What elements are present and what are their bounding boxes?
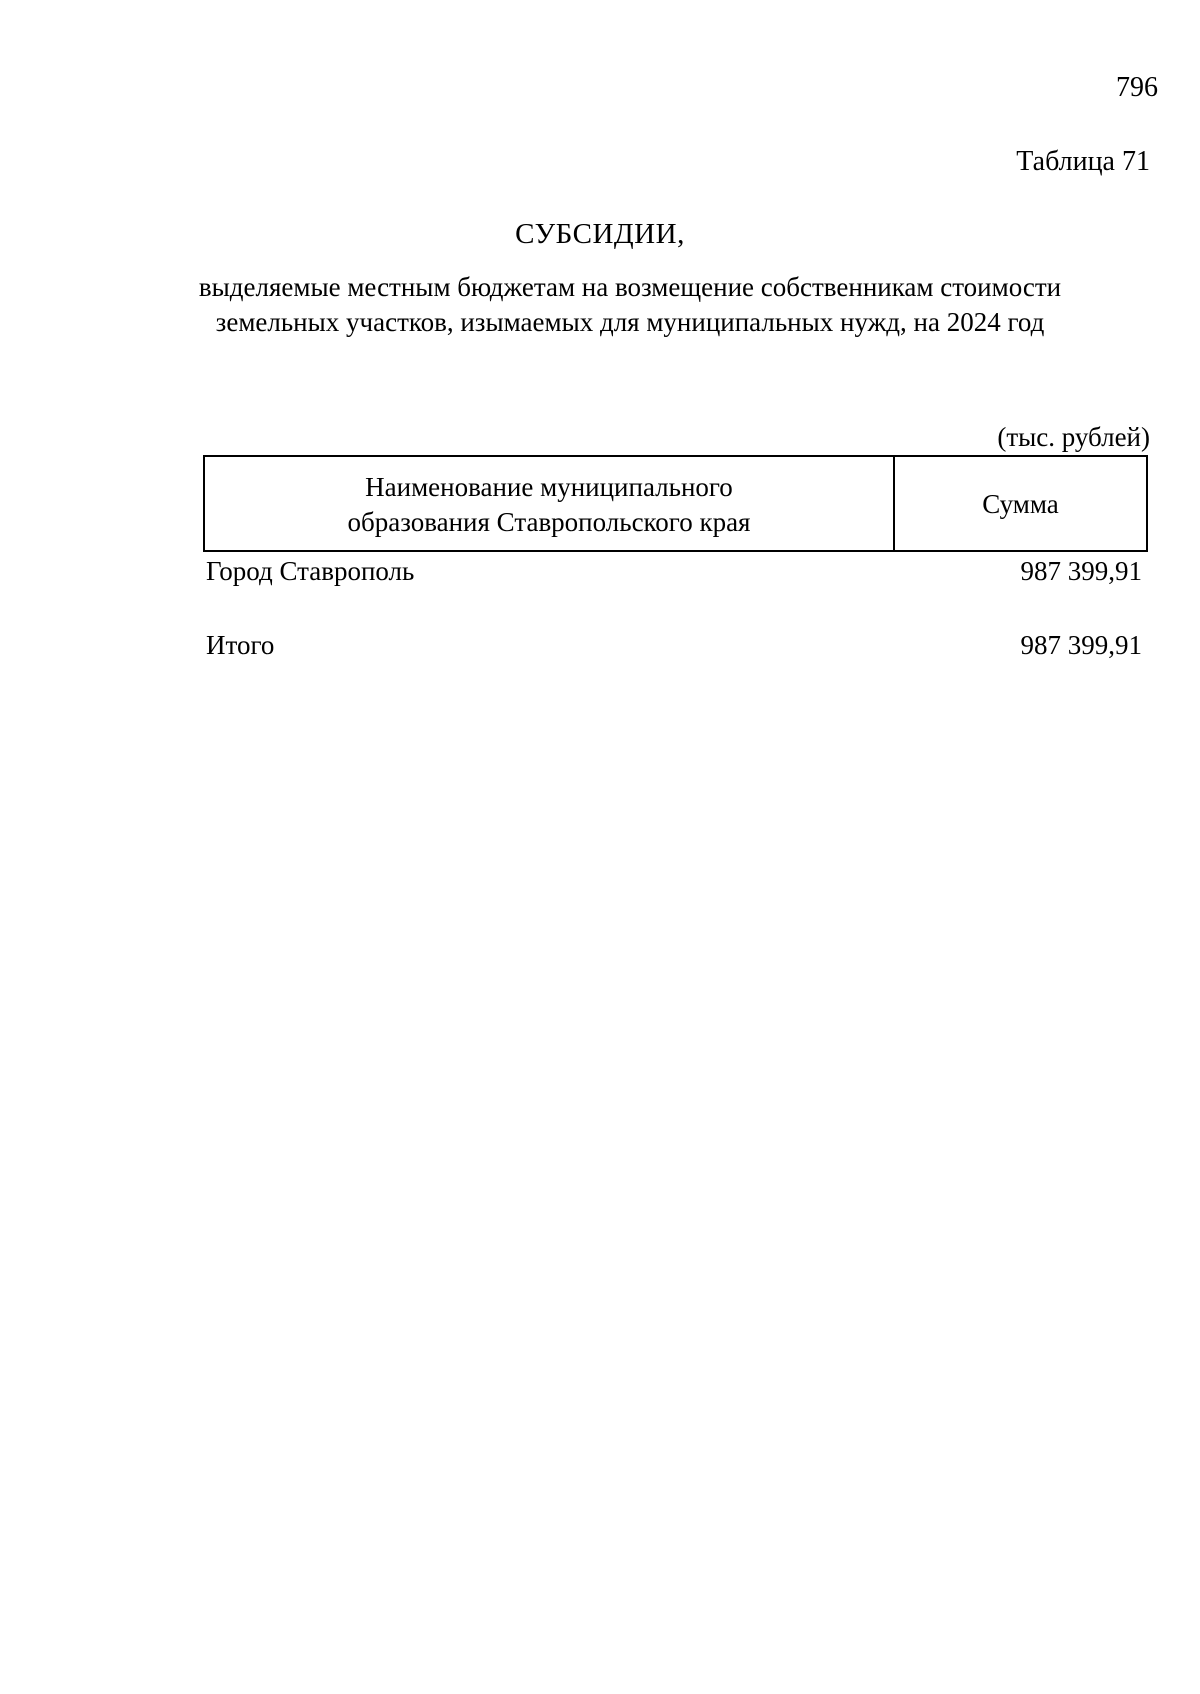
table-row bbox=[206, 555, 1142, 587]
units-label: (тыс. рублей) bbox=[997, 422, 1150, 452]
subtitle-line-2: земельных участков, изымаемых для муниципальных нужд, на 2024 год bbox=[215, 307, 1045, 337]
table-total-row bbox=[206, 629, 1142, 661]
header-name-line-2: образования Ставропольского края bbox=[347, 506, 751, 537]
row-sum: 987 399,91 bbox=[1020, 556, 1142, 586]
total-label: Итого bbox=[206, 630, 275, 660]
total-sum: 987 399,91 bbox=[1020, 630, 1142, 660]
subtitle-line-1: выделяемые местным бюджетам на возмещение собственникам стоимости bbox=[198, 272, 1062, 302]
header-municipality-name bbox=[205, 457, 895, 550]
table-header bbox=[203, 455, 1148, 552]
page-number: 796 bbox=[1116, 72, 1158, 103]
header-name-line-1: Наименование муниципального bbox=[365, 471, 733, 502]
document-subtitle bbox=[190, 270, 1070, 340]
document-title: СУБСИДИИ, bbox=[515, 218, 685, 250]
row-municipality-name: Город Ставрополь bbox=[206, 556, 415, 586]
header-sum: Сумма bbox=[982, 488, 1059, 519]
table-number: Таблица 71 bbox=[1016, 146, 1150, 177]
